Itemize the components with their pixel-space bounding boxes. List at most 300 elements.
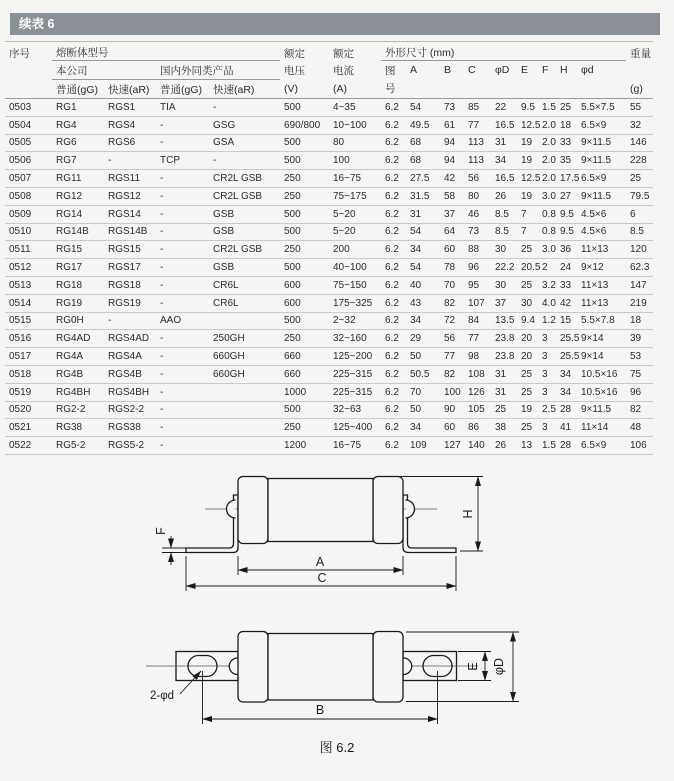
- cell: 77: [464, 116, 491, 134]
- col-dim-phid-low: φd: [581, 64, 594, 77]
- cell: 34: [406, 312, 440, 330]
- cell: 31: [491, 134, 517, 152]
- cell: 660GH: [209, 348, 280, 366]
- cell: 96: [626, 383, 653, 401]
- cell: 33: [556, 276, 577, 294]
- cell: 18: [556, 116, 577, 134]
- cell: RG4B: [52, 365, 104, 383]
- cell: 6.5×9: [577, 116, 626, 134]
- cell: 82: [626, 401, 653, 419]
- cell: 23.8: [491, 330, 517, 348]
- col-current-l1: 额定: [333, 47, 354, 60]
- cell: 6.2: [381, 241, 406, 259]
- cell-serial: 0515: [5, 312, 52, 330]
- cell: 7: [517, 223, 538, 241]
- cell: 125~400: [329, 419, 381, 437]
- cell-serial: 0506: [5, 152, 52, 170]
- cell: 25: [517, 365, 538, 383]
- cell: 113: [464, 134, 491, 152]
- table-row: [5, 170, 653, 188]
- cell: 72: [440, 312, 464, 330]
- cell: RG0H: [52, 312, 104, 330]
- cell: 500: [280, 259, 329, 277]
- left-end-button: [227, 500, 236, 518]
- cell: 500: [280, 401, 329, 419]
- cell: 5~20: [329, 223, 381, 241]
- cell: 6.2: [381, 276, 406, 294]
- cell: 34: [556, 365, 577, 383]
- cell: 6.2: [381, 152, 406, 170]
- cell: RG6: [52, 134, 104, 152]
- cell: 500: [280, 312, 329, 330]
- cell: 16.5: [491, 116, 517, 134]
- table-row: [5, 294, 653, 312]
- cell: -: [156, 365, 209, 383]
- cell: 200: [329, 241, 381, 259]
- cell: 6.2: [381, 383, 406, 401]
- cell: GSB: [209, 205, 280, 223]
- cell: RGS12: [104, 187, 156, 205]
- cell: 94: [440, 134, 464, 152]
- cell: -: [156, 223, 209, 241]
- cell: 11×13: [577, 241, 626, 259]
- cell: 17.5: [556, 170, 577, 188]
- cell: 46: [464, 205, 491, 223]
- cell: 30: [491, 276, 517, 294]
- cell: 26: [491, 187, 517, 205]
- cell: 11×13: [577, 294, 626, 312]
- cell: 58: [440, 187, 464, 205]
- cell: 225~315: [329, 383, 381, 401]
- cell: 36: [556, 241, 577, 259]
- cell: 228: [626, 152, 653, 170]
- cell: 500: [280, 134, 329, 152]
- cell: 24: [556, 259, 577, 277]
- cell: RG4AD: [52, 330, 104, 348]
- cell: 75: [626, 365, 653, 383]
- cell: 60: [440, 241, 464, 259]
- cell: 660: [280, 365, 329, 383]
- cell: 25: [517, 241, 538, 259]
- cell: CR6L: [209, 294, 280, 312]
- col-dim-phid-cap: φD: [495, 64, 510, 77]
- cell: 25: [517, 276, 538, 294]
- cell: 7: [517, 205, 538, 223]
- cell: 3.0: [538, 187, 556, 205]
- cell: 500: [280, 99, 329, 117]
- cell: 25.5: [556, 348, 577, 366]
- cell: 125~200: [329, 348, 381, 366]
- col-voltage-l1: 额定: [284, 47, 305, 60]
- col-voltage-l2: 电压: [284, 64, 305, 77]
- cell: -: [156, 437, 209, 455]
- cell: 6.2: [381, 294, 406, 312]
- col-dim-h: H: [560, 64, 568, 77]
- cell-serial: 0518: [5, 365, 52, 383]
- cell: 20: [517, 348, 538, 366]
- cell: 11×13: [577, 276, 626, 294]
- cell: 9×14: [577, 330, 626, 348]
- cell: 9×14: [577, 348, 626, 366]
- table-row: [5, 241, 653, 259]
- cell-serial: 0519: [5, 383, 52, 401]
- dim-label-e: E: [466, 662, 480, 671]
- cell: 42: [440, 170, 464, 188]
- cell: 10~100: [329, 116, 381, 134]
- cell: GSB: [209, 259, 280, 277]
- dim-label-a: A: [315, 555, 325, 569]
- cell: -: [156, 276, 209, 294]
- col-group-company: 本公司: [52, 61, 156, 80]
- cell: 34: [406, 241, 440, 259]
- cell: 27.5: [406, 170, 440, 188]
- cell: 9×11.5: [577, 152, 626, 170]
- cell: 9×11.5: [577, 401, 626, 419]
- cell: 98: [464, 348, 491, 366]
- table-row: [5, 223, 653, 241]
- cell: 48: [626, 419, 653, 437]
- table-header: [5, 42, 653, 99]
- fuse-spec-table: [5, 41, 653, 455]
- left-cap: [238, 632, 268, 703]
- cell: 82: [440, 365, 464, 383]
- cell: 32: [626, 116, 653, 134]
- cell: RG12: [52, 187, 104, 205]
- col-dim-a: A: [410, 64, 418, 77]
- table-row: [5, 401, 653, 419]
- dim-label-h: H: [461, 509, 475, 519]
- cell: 34: [491, 152, 517, 170]
- fuse-bracket-view: [186, 477, 456, 553]
- cell: 31: [491, 365, 517, 383]
- cell: 1200: [280, 437, 329, 455]
- cell: RGS19: [104, 294, 156, 312]
- cell: 62.3: [626, 259, 653, 277]
- cell: 10.5×16: [577, 365, 626, 383]
- cell: RG4: [52, 116, 104, 134]
- spacer: [626, 61, 653, 80]
- cell: GSA: [209, 134, 280, 152]
- cell: 82: [440, 294, 464, 312]
- cell-serial: 0514: [5, 294, 52, 312]
- col-current-l2: 电流: [333, 64, 354, 77]
- cell: 68: [406, 134, 440, 152]
- table-row: [5, 116, 653, 134]
- cell: -: [104, 312, 156, 330]
- cell-serial: 0522: [5, 437, 52, 455]
- col-dim-f: F: [542, 64, 549, 77]
- cell: 6.2: [381, 99, 406, 117]
- cell: [209, 383, 280, 401]
- cell: -: [209, 99, 280, 117]
- cell: 9.5: [556, 205, 577, 223]
- figure-caption: 图 6.2: [319, 740, 355, 755]
- cell: 2.5: [538, 401, 556, 419]
- col-voltage-l3: (V): [280, 80, 329, 99]
- cell: 10.5×16: [577, 383, 626, 401]
- cell: -: [156, 401, 209, 419]
- table-row: [5, 187, 653, 205]
- cell: 3: [538, 330, 556, 348]
- cell: 16~75: [329, 437, 381, 455]
- cell-serial: 0516: [5, 330, 52, 348]
- table-row: [5, 99, 653, 117]
- cell: 6.2: [381, 330, 406, 348]
- cell: 600: [280, 294, 329, 312]
- cell: 30: [491, 241, 517, 259]
- cell: 6.2: [381, 348, 406, 366]
- cell: 6.2: [381, 170, 406, 188]
- col-fig-l2: 号: [381, 80, 406, 99]
- cell: 9.4: [517, 312, 538, 330]
- cell: 8.5: [491, 223, 517, 241]
- col-dim-e: E: [521, 64, 529, 77]
- table-row: [5, 383, 653, 401]
- table-row: [5, 259, 653, 277]
- cell: 56: [440, 330, 464, 348]
- cell-serial: 0511: [5, 241, 52, 259]
- cell: RG1: [52, 99, 104, 117]
- hole-callout-label: 2-φd: [150, 690, 175, 702]
- table-row: [5, 437, 653, 455]
- cell: 49.5: [406, 116, 440, 134]
- cell: RGS14B: [104, 223, 156, 241]
- cell: 500: [280, 223, 329, 241]
- right-cap: [373, 632, 403, 703]
- cell: RGS2-2: [104, 401, 156, 419]
- col-fig-l1: 图: [385, 64, 396, 77]
- cell: 55: [626, 99, 653, 117]
- cell: 250: [280, 419, 329, 437]
- cell: 5.5×7.8: [577, 312, 626, 330]
- cell: 175~325: [329, 294, 381, 312]
- cell: 6: [626, 205, 653, 223]
- cell: RGS1: [104, 99, 156, 117]
- cell: 95: [464, 276, 491, 294]
- cell: -: [156, 294, 209, 312]
- cell: GSG: [209, 116, 280, 134]
- cell: 35: [556, 152, 577, 170]
- fuse-body: [268, 634, 373, 701]
- cell: 2.0: [538, 170, 556, 188]
- fuse-body: [268, 479, 373, 542]
- cell: 78: [440, 259, 464, 277]
- cell: 28: [556, 401, 577, 419]
- cell: 50: [406, 348, 440, 366]
- cell: 40~100: [329, 259, 381, 277]
- cell: 6.2: [381, 312, 406, 330]
- cell: 28: [556, 437, 577, 455]
- cell: 147: [626, 276, 653, 294]
- cell: 6.2: [381, 419, 406, 437]
- spacer: [406, 80, 626, 99]
- cell: RG15: [52, 241, 104, 259]
- cell: 70: [440, 276, 464, 294]
- cell: 54: [406, 259, 440, 277]
- cell: 80: [329, 134, 381, 152]
- cell: RGS38: [104, 419, 156, 437]
- cell: -: [156, 170, 209, 188]
- cell: 11×14: [577, 419, 626, 437]
- cell: -: [209, 152, 280, 170]
- cell: 109: [406, 437, 440, 455]
- cell: GSB: [209, 223, 280, 241]
- cell: 8.5: [491, 205, 517, 223]
- cell: 106: [626, 437, 653, 455]
- cell: 19: [517, 187, 538, 205]
- col-normal-2: 普通(gG): [156, 80, 209, 99]
- cell: 250GH: [209, 330, 280, 348]
- cell: 6.5×9: [577, 170, 626, 188]
- cell: 94: [440, 152, 464, 170]
- cell: -: [156, 241, 209, 259]
- cell: 1.5: [538, 99, 556, 117]
- cell: RGS17: [104, 259, 156, 277]
- cell: 6.2: [381, 187, 406, 205]
- cell: 68: [406, 152, 440, 170]
- cell: 0.8: [538, 205, 556, 223]
- cell: 4.0: [538, 294, 556, 312]
- cell: 6.2: [381, 259, 406, 277]
- cell: -: [156, 259, 209, 277]
- cell: 25.5: [556, 330, 577, 348]
- cell: 16~75: [329, 170, 381, 188]
- cell: 105: [464, 401, 491, 419]
- cell: 20: [517, 330, 538, 348]
- cell: 660: [280, 348, 329, 366]
- table-row: [5, 365, 653, 383]
- cell: 6.2: [381, 205, 406, 223]
- dim-label-f: F: [154, 527, 168, 535]
- cell: 32~160: [329, 330, 381, 348]
- cell: 1000: [280, 383, 329, 401]
- cell: 9×11.5: [577, 134, 626, 152]
- cell: RGS6: [104, 134, 156, 152]
- cell: 9.5: [517, 99, 538, 117]
- cell: 219: [626, 294, 653, 312]
- cell: 3: [538, 419, 556, 437]
- cell: [209, 419, 280, 437]
- cell: 100: [440, 383, 464, 401]
- cell: 250: [280, 170, 329, 188]
- cell: 113: [464, 152, 491, 170]
- cell-serial: 0517: [5, 348, 52, 366]
- cell: 96: [464, 259, 491, 277]
- cell: RG18: [52, 276, 104, 294]
- cell: 25: [491, 401, 517, 419]
- cell: 90: [440, 401, 464, 419]
- cell: 85: [464, 99, 491, 117]
- cell: 2.0: [538, 152, 556, 170]
- table-row: [5, 348, 653, 366]
- cell: 38: [491, 419, 517, 437]
- cell: RGS5-2: [104, 437, 156, 455]
- cell: 19: [517, 152, 538, 170]
- cell: -: [156, 134, 209, 152]
- cell: 43: [406, 294, 440, 312]
- cell: 15: [556, 312, 577, 330]
- cell: 6.5×9: [577, 437, 626, 455]
- cell: 25: [626, 170, 653, 188]
- cell-serial: 0509: [5, 205, 52, 223]
- cell: RGS4: [104, 116, 156, 134]
- cell: 88: [464, 241, 491, 259]
- table-body: [5, 99, 653, 455]
- cell: TCP: [156, 152, 209, 170]
- col-group-dims: 外形尺寸 (mm): [381, 42, 626, 61]
- cell: 4.5×6: [577, 223, 626, 241]
- cell: 2.0: [538, 116, 556, 134]
- cell: [209, 312, 280, 330]
- cell: 27: [556, 187, 577, 205]
- cell: CR2L GSB: [209, 241, 280, 259]
- cell: RG4A: [52, 348, 104, 366]
- cell: -: [156, 419, 209, 437]
- cell: 39: [626, 330, 653, 348]
- dim-label-phid: φD: [492, 657, 506, 676]
- cell: 25: [517, 383, 538, 401]
- cell: RGS4AD: [104, 330, 156, 348]
- cell: 126: [464, 383, 491, 401]
- cell: 13.5: [491, 312, 517, 330]
- cell: 37: [491, 294, 517, 312]
- cell: RGS14: [104, 205, 156, 223]
- cell: 80: [464, 187, 491, 205]
- cell: 31: [491, 383, 517, 401]
- cell: 250: [280, 330, 329, 348]
- cell: CR6L: [209, 276, 280, 294]
- cell: 6.2: [381, 437, 406, 455]
- cell: 37: [440, 205, 464, 223]
- cell: 40: [406, 276, 440, 294]
- cell: 107: [464, 294, 491, 312]
- cell: 2.0: [538, 134, 556, 152]
- cell: RG5-2: [52, 437, 104, 455]
- col-group-model: 熔断体型号: [52, 42, 280, 61]
- cell-serial: 0507: [5, 170, 52, 188]
- cell-serial: 0503: [5, 99, 52, 117]
- cell: RG17: [52, 259, 104, 277]
- cell: 75~150: [329, 276, 381, 294]
- cell: 3.2: [538, 276, 556, 294]
- cell: 30: [517, 294, 538, 312]
- cell: -: [156, 187, 209, 205]
- cell: 1.2: [538, 312, 556, 330]
- cell: 1.5: [538, 437, 556, 455]
- cell: 25: [517, 419, 538, 437]
- cell: 3: [538, 365, 556, 383]
- col-weight-l1: 重量: [630, 47, 651, 60]
- cell: RGS4BH: [104, 383, 156, 401]
- cell: 127: [440, 437, 464, 455]
- cell: -: [156, 348, 209, 366]
- cell-serial: 0513: [5, 276, 52, 294]
- cell: 16.5: [491, 170, 517, 188]
- cell: 12.5: [517, 116, 538, 134]
- cell: 29: [406, 330, 440, 348]
- cell: 54: [406, 223, 440, 241]
- dim-label-c: C: [317, 571, 327, 585]
- dim-label-b: B: [315, 703, 325, 717]
- col-weight-l3: (g): [626, 80, 653, 99]
- cell: 225~315: [329, 365, 381, 383]
- right-cap: [373, 477, 403, 544]
- cell: 33: [556, 134, 577, 152]
- cell: 56: [464, 170, 491, 188]
- cell: 41: [556, 419, 577, 437]
- cell: 75~175: [329, 187, 381, 205]
- col-dim-c: C: [468, 64, 476, 77]
